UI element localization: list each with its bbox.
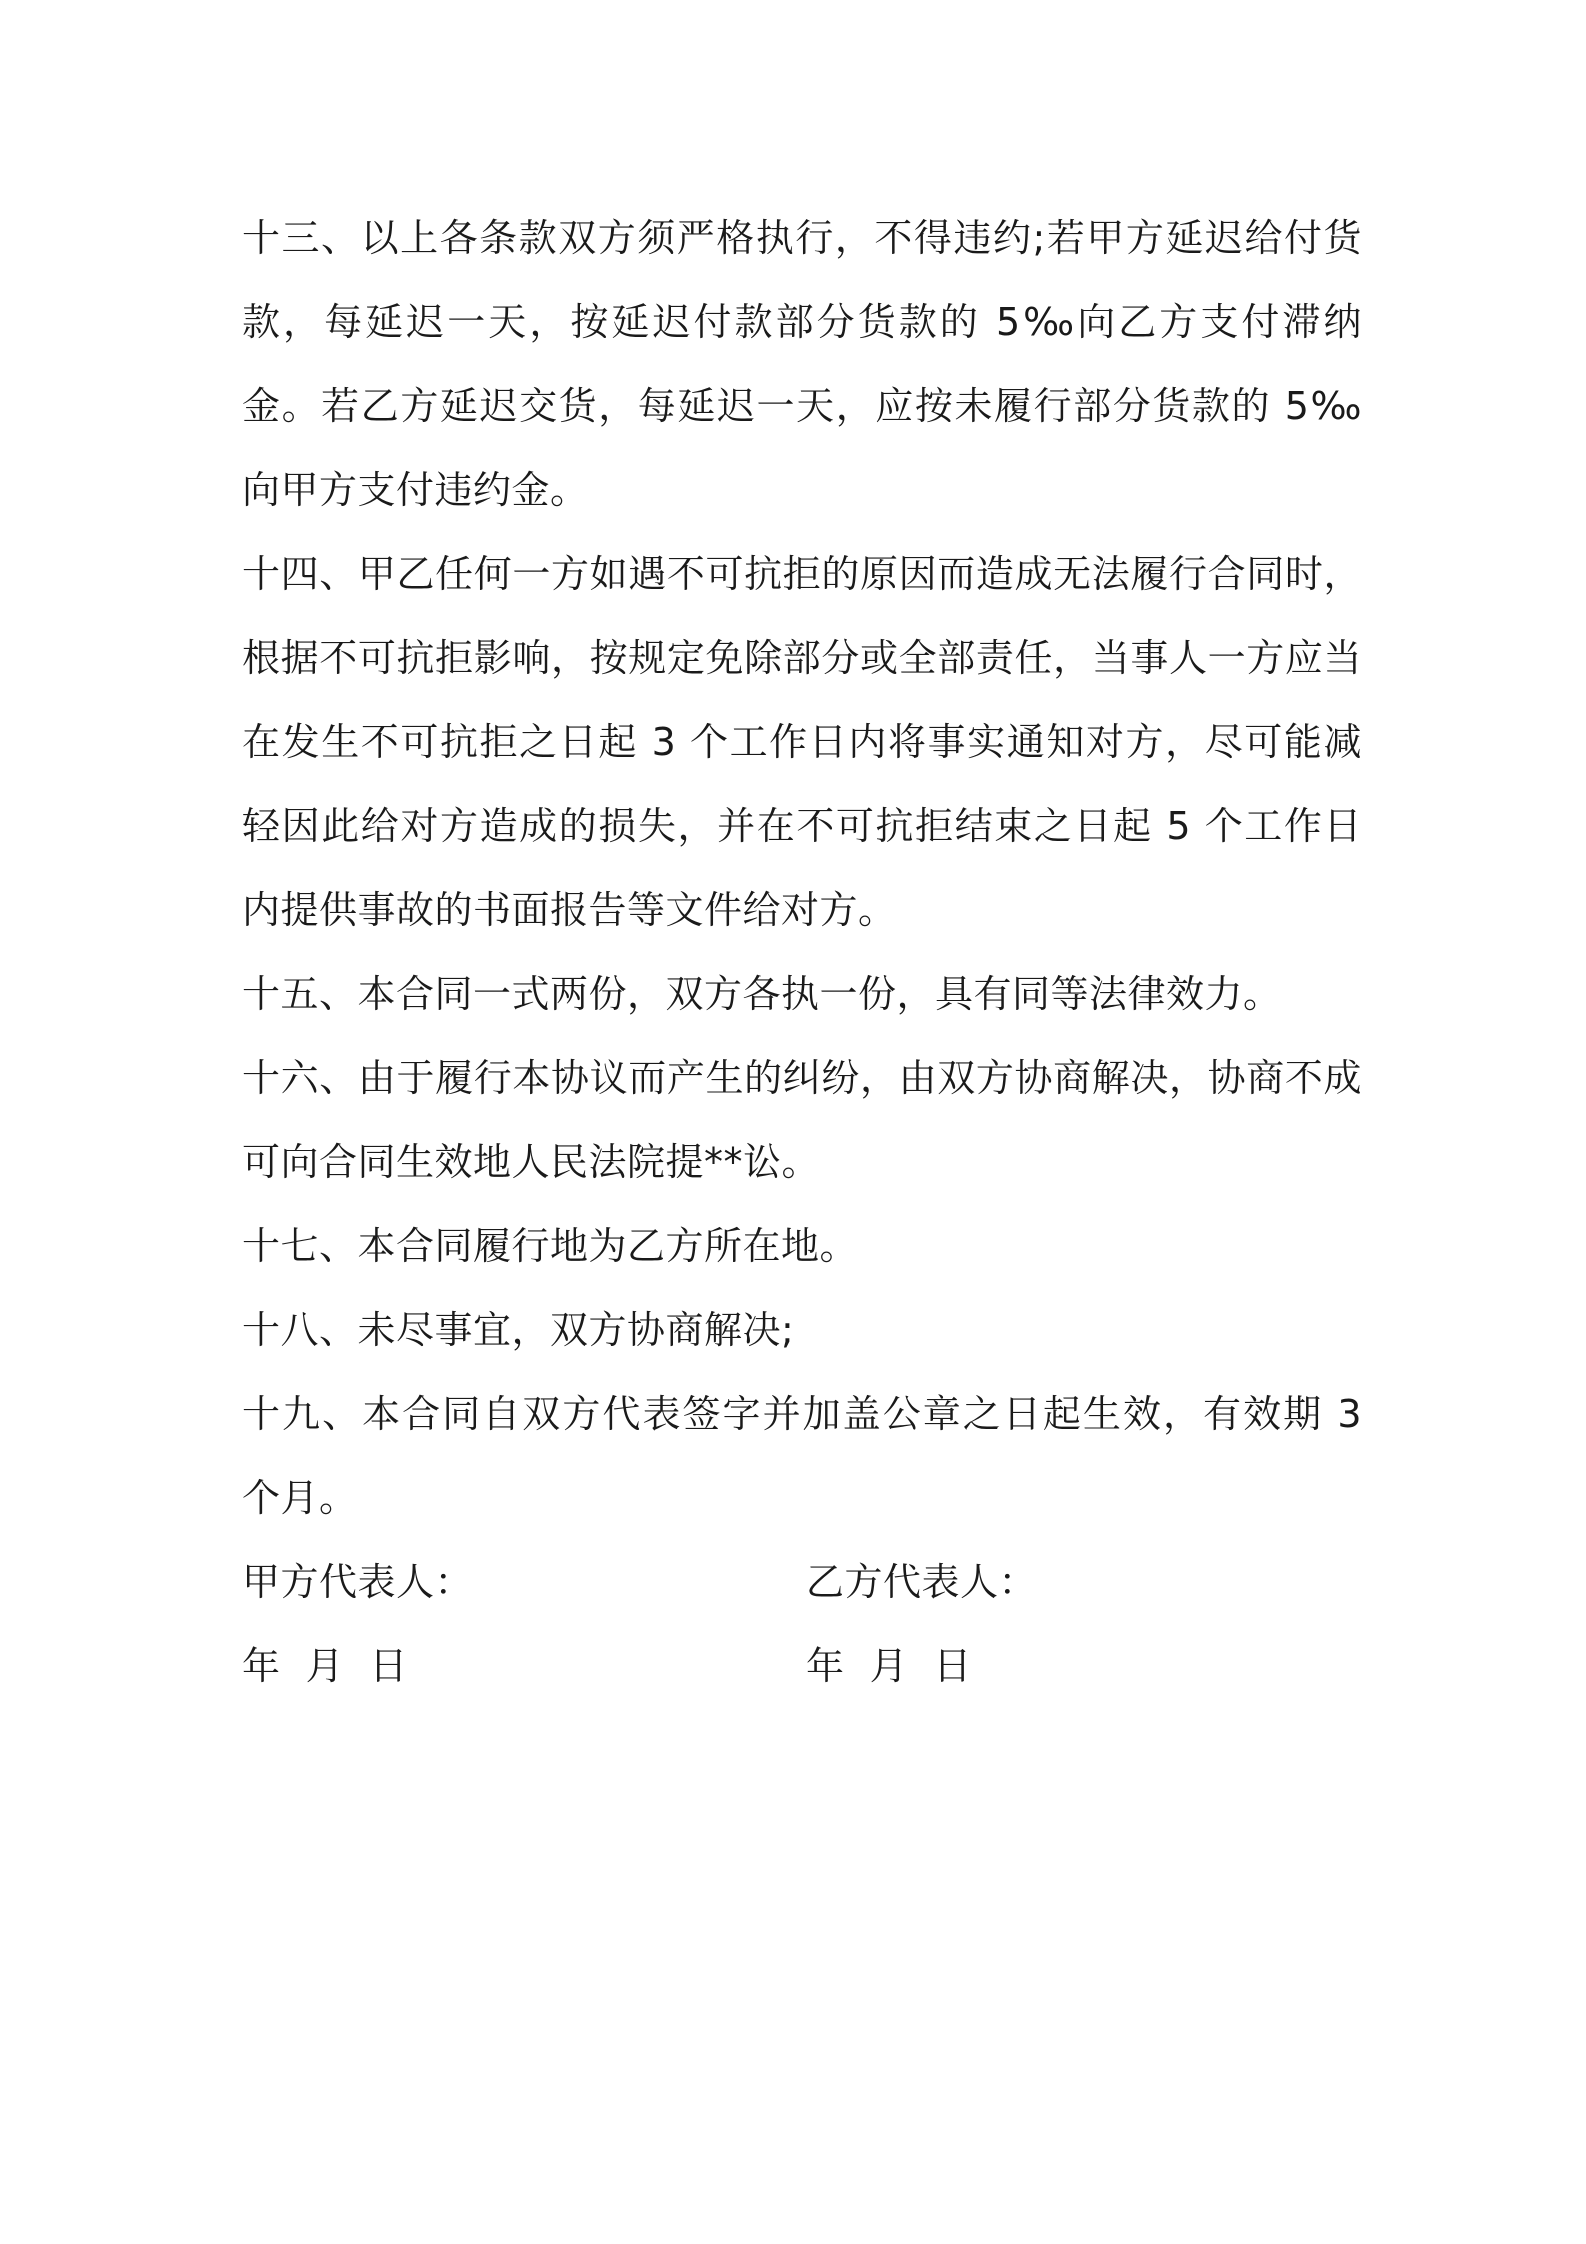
date-row	[242, 1624, 1362, 1708]
clause-18: 十八、未尽事宜，双方协商解决;	[242, 1308, 795, 1352]
party-b-date: 年 月 日	[806, 1644, 972, 1688]
party-a-date: 年 月 日	[242, 1644, 408, 1688]
signature-row	[242, 1540, 1362, 1624]
clause-16: 十六、由于履行本协议而产生的纠纷，由双方协商解决，协商不成可向合同生效地人民法院提**讼。	[242, 1056, 1362, 1184]
party-b-representative-label: 乙方代表人：	[806, 1560, 1038, 1604]
clause-17: 十七、本合同履行地为乙方所在地。	[242, 1224, 859, 1268]
clause-13: 十三、以上各条款双方须严格执行，不得违约;若甲方延迟给付货款，每延迟一天，按延迟付款部分货款的 5‰向乙方支付滞纳金。若乙方延迟交货，每延迟一天，应按未履行部分货款的 5‰向甲方支付违约金。	[242, 216, 1362, 512]
party-a-representative-label: 甲方代表人：	[242, 1560, 474, 1604]
clause-15: 十五、本合同一式两份，双方各执一份，具有同等法律效力。	[242, 972, 1282, 1016]
clause-19: 十九、本合同自双方代表签字并加盖公章之日起生效，有效期 3 个月。	[242, 1392, 1362, 1520]
clause-14: 十四、甲乙任何一方如遇不可抗拒的原因而造成无法履行合同时，根据不可抗拒影响，按规定免除部分或全部责任，当事人一方应当在发生不可抗拒之日起 3 个工作日内将事实通知对方，尽可能减轻因此给对方造成的损失，并在不可抗拒结束之日起 5 个工作日内提供事故的书面报告等文件给对方。	[242, 552, 1362, 932]
contract-body	[242, 196, 1362, 1708]
